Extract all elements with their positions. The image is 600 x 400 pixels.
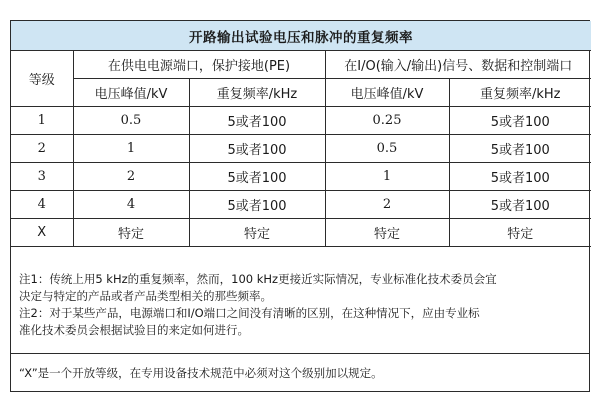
io-frequency-cell: 5或者100: [449, 135, 591, 163]
spec-sheet: [10, 20, 590, 392]
note-2-line-1: 注2：对于某些产品，电源端口和I/O端口之间没有清晰的区别，在这种情况下，应由专业标: [19, 306, 480, 320]
io-voltage-cell: 1: [325, 163, 449, 191]
level-cell: 2: [11, 135, 73, 163]
power-voltage-cell: 1: [73, 135, 189, 163]
note-1-line-2: 决定与特定的产品或者产品类型相关的那些频率。: [19, 289, 272, 303]
table-row: [11, 135, 591, 163]
level-cell: 1: [11, 107, 73, 135]
io-voltage-cell: 特定: [325, 219, 449, 247]
power-voltage-cell: 4: [73, 191, 189, 219]
table-row: [11, 107, 591, 135]
io-frequency-cell: 5或者100: [449, 163, 591, 191]
notes-divider: [11, 353, 589, 354]
power-voltage-cell: 2: [73, 163, 189, 191]
io-voltage-cell: 0.25: [325, 107, 449, 135]
power-frequency-cell: 5或者100: [189, 163, 325, 191]
table-row: [11, 191, 591, 219]
io-frequency-header: 重复频率/kHz: [449, 79, 591, 107]
io-frequency-cell: 5或者100: [449, 107, 591, 135]
level-header: 等级: [11, 51, 73, 107]
level-cell: X: [11, 219, 73, 247]
level-cell: 4: [11, 191, 73, 219]
test-voltage-table: [11, 21, 591, 247]
power-frequency-cell: 5或者100: [189, 135, 325, 163]
table-row: [11, 163, 591, 191]
io-voltage-header: 电压峰值/kV: [325, 79, 449, 107]
io-port-group-header: 在I/O(输入/输出)信号、数据和控制端口: [325, 51, 591, 79]
power-voltage-cell: 特定: [73, 219, 189, 247]
power-port-group-header: 在供电电源端口，保护接地(PE): [73, 51, 325, 79]
io-frequency-cell: 5或者100: [449, 191, 591, 219]
power-frequency-cell: 特定: [189, 219, 325, 247]
power-frequency-header: 重复频率/kHz: [189, 79, 325, 107]
io-frequency-cell: 特定: [449, 219, 591, 247]
note-1-line-1: 注1：传统上用5 kHz的重复频率，然而，100 kHz更接近实际情况，专业标准化技术委员会宜: [19, 272, 497, 286]
level-cell: 3: [11, 163, 73, 191]
table-title: 开路输出试验电压和脉冲的重复频率: [11, 21, 591, 51]
power-voltage-header: 电压峰值/kV: [73, 79, 189, 107]
power-frequency-cell: 5或者100: [189, 107, 325, 135]
footnote: “X”是一个开放等级，在专用设备技术规范中必须对这个级别加以规定。: [19, 366, 383, 380]
note-2-line-2: 准化技术委员会根据试验目的来定如何进行。: [19, 323, 249, 337]
io-voltage-cell: 2: [325, 191, 449, 219]
io-voltage-cell: 0.5: [325, 135, 449, 163]
power-voltage-cell: 0.5: [73, 107, 189, 135]
table-row: [11, 219, 591, 247]
notes-section: [11, 266, 589, 391]
power-frequency-cell: 5或者100: [189, 191, 325, 219]
